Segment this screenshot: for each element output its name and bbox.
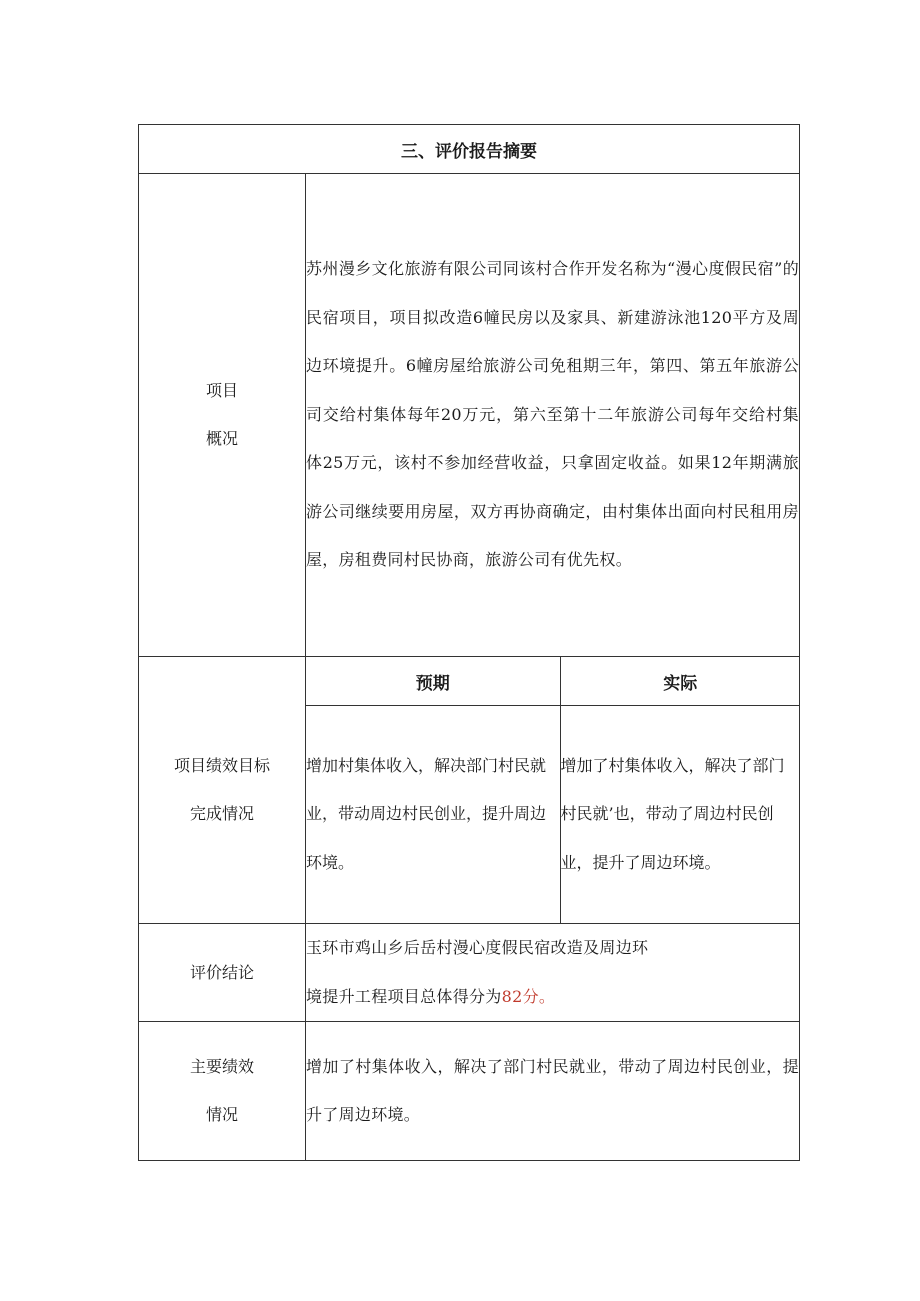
conclusion-row [139,924,800,1022]
conclusion-line2-prefix: 境提升工程项目总体得分为 [306,986,502,1006]
performance-inner-table [306,657,800,923]
main-performance-row [139,1022,800,1161]
score-value: 82分。 [501,986,556,1006]
performance-label-line1: 项目绩效目标 [173,756,270,775]
actual-header: 实际 [560,657,800,706]
conclusion-label: 评价结论 [139,924,306,1022]
conclusion-line1: 玉环市鸡山乡后岳村漫心度假民宿改造及周边环 [306,938,649,957]
expected-text: 增加村集体收入，解决部门村民就业，带动周边村民创业，提升周边环境。 [306,706,560,924]
conclusion-line2 [306,973,799,1022]
performance-label-line2: 完成情况 [189,804,254,823]
overview-label-line1: 项目 [205,381,238,400]
main-performance-text: 增加了村集体收入，解决了部门村民就业，带动了周边村民创业，提升了周边环境。 [306,1022,800,1161]
main-performance-label [139,1022,306,1161]
performance-label [139,657,306,924]
main-performance-label-line2: 情况 [205,1105,238,1124]
overview-label [139,174,306,657]
section-title: 三、评价报告摘要 [139,125,800,174]
performance-row [139,657,800,924]
evaluation-summary-table [138,124,800,1161]
overview-text: 苏州漫乡文化旅游有限公司同该村合作开发名称为“漫心度假民宿”的民宿项目，项目拟改造6幢民房以及家具、新建游泳池120平方及周边环境提升。6幢房屋给旅游公司免租期三年，第四、第五年旅游公司交给村集体每年20万元，第六至第十二年旅游公司每年交给村集体25万元，该村不参加经营收益，只拿固定收益。如果12年期满旅游公司继续要用房屋，双方再协商确定，由村集体出面向村民租用房屋，房租费同村民协商，旅游公司有优先权。 [306,174,800,657]
overview-row [139,174,800,657]
actual-text: 增加了村集体收入，解决了部门村民就’也，带动了周边村民创业，提升了周边环境。 [560,706,800,924]
performance-header-row [306,657,800,706]
title-row [139,125,800,174]
conclusion-text [306,924,800,1022]
expected-header: 预期 [306,657,560,706]
main-performance-label-line1: 主要绩效 [189,1057,254,1076]
performance-detail [306,657,800,924]
performance-body-row [306,706,800,924]
overview-label-line2: 概况 [205,429,238,448]
